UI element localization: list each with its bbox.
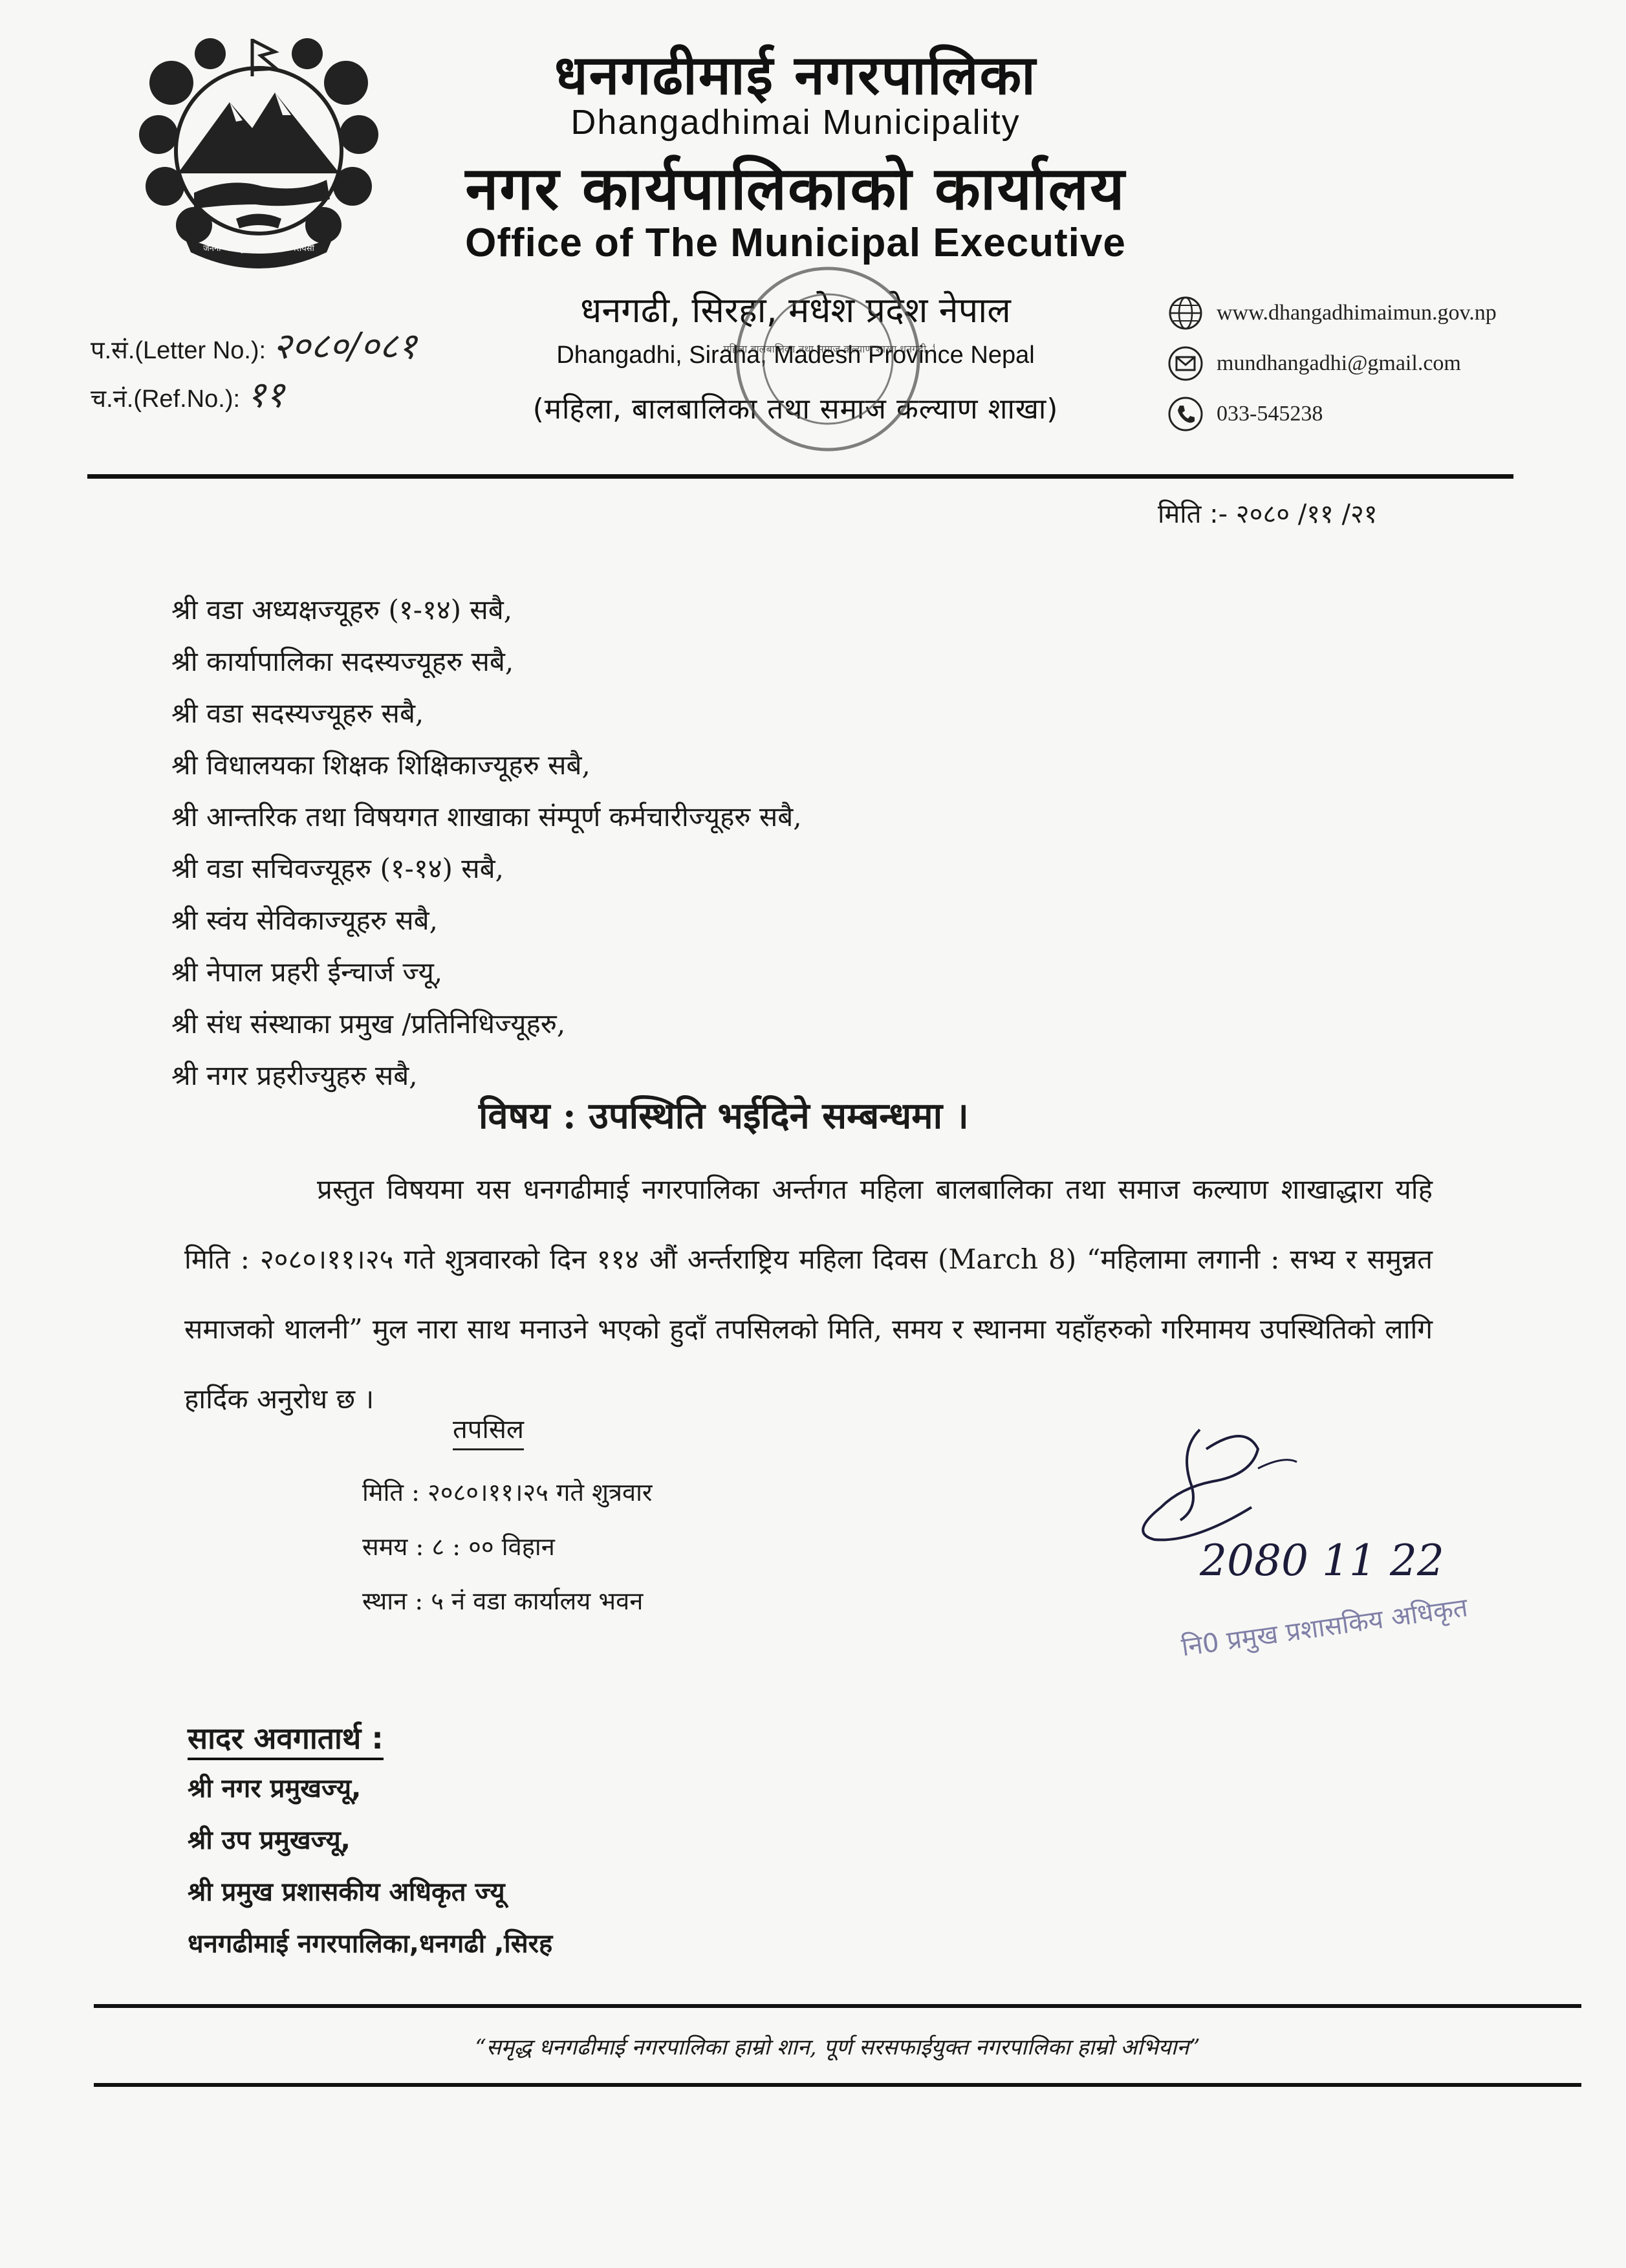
recipient-item: श्री संध संस्थाका प्रमुख /प्रतिनिधिज्यूहरु, — [171, 1008, 566, 1040]
footer-slogan: “समृद्ध धनगढीमाई नगरपालिका हाम्रो शान, पूर्ण सरसफाईयुक्त नगरपालिका हाम्रो अभियान” — [475, 2034, 1200, 2060]
date-value: २०८० /११ /२१ — [1235, 499, 1378, 529]
contact-phone-row — [1167, 389, 1497, 439]
recipient-item: श्री नेपाल प्रहरी ईन्चार्ज ज्यू, — [171, 956, 443, 988]
ref-number-label: च.नं.(Ref.No.): — [91, 386, 241, 413]
recipient-item: श्री वडा सचिवज्यूहरु (१-१४) सबै, — [171, 853, 504, 884]
letter-number-value: २०८०/०८१ — [272, 325, 417, 367]
recipient-list — [171, 584, 802, 1102]
cc-item: श्री उप प्रमुखज्यू, — [188, 1826, 351, 1855]
svg-text:धनगढीमाई नगरपालिका महिला बालबा — [721, 343, 935, 355]
footer-divider-bottom — [94, 2083, 1581, 2087]
municipality-name-en: Dhangadhimai Municipality — [570, 103, 1021, 142]
recipient-item: श्री वडा अध्यक्षज्यूहरु (१-१४) सबै, — [171, 594, 513, 626]
details-title: तपसिल — [453, 1410, 524, 1450]
office-name-en: Office of The Municipal Executive — [465, 221, 1126, 265]
contact-website[interactable]: www.dhangadhimaimun.gov.np — [1217, 301, 1497, 325]
office-stamp — [721, 249, 935, 508]
ref-number — [91, 369, 285, 418]
letter-number — [91, 320, 417, 369]
office-stamp-text: महिला बालबालिका तथा समाज कल्याण शाखा धनगढी, — [723, 343, 930, 355]
emblem-motto: जननी जन्मभूमिश्च स्वर्गादपि गरीयसी — [203, 244, 314, 254]
nepal-emblem — [133, 31, 385, 270]
subject-line: विषय : उपस्थिति भईदिने सम्बन्धमा । — [479, 1095, 969, 1137]
contact-website-row — [1167, 288, 1497, 338]
ref-number-value: ११ — [246, 374, 285, 416]
address-np: धनगढी, सिरहा, मधेश प्रदेश नेपाल — [580, 290, 1011, 331]
contact-email[interactable]: mundhangadhi@gmail.com — [1217, 351, 1461, 375]
cc-item: धनगढीमाई नगरपालिका,धनगढी ,सिरह — [188, 1929, 553, 1959]
cc-list — [188, 1763, 552, 1970]
contact-email-row — [1167, 338, 1497, 389]
mail-icon — [1167, 345, 1204, 382]
details-item-time: समय : ८ : ०० विहान — [362, 1532, 555, 1561]
address-en: Dhangadhi, Siraha, Madesh Province Nepal — [556, 342, 1035, 369]
body-paragraph: प्रस्तुत विषयमा यस धनगढीमाई नगरपालिका अर्न्तगत महिला बालबालिका तथा समाज कल्याण शाखाद्धारा यहि मिति : २०८०।११।२५ गते शुत्रवारको दिन ११४ औं अर्न्तराष्ट्रिय महिला दिवस (March 8) “महिलामा लगानी : सभ्य र समुन्नत समाजको थालनी” मुल नारा साथ मनाउने भएको हुदाँ तपसिलको मिति, समय र स्थानमा यहाँहरुको गरिमामय उपस्थितिको लागि हार्दिक अनुरोध छ । — [184, 1173, 1433, 1415]
footer-divider-top — [94, 2004, 1581, 2008]
phone-icon — [1167, 396, 1204, 432]
signature-date: 2080 11 22 — [1200, 1536, 1444, 1586]
recipient-item: श्री कार्यापालिका सदस्यज्यूहरु सबै, — [171, 646, 514, 677]
office-name-np: नगर कार्यपालिकाको कार्यालय — [465, 154, 1126, 223]
recipient-item: श्री स्वंय सेविकाज्यूहरु सबै, — [171, 904, 438, 936]
details-list — [362, 1465, 652, 1628]
letter-date — [1158, 495, 1378, 530]
designation-stamp: नि0 प्रमुख प्रशासकिय अधिकृत — [1179, 1593, 1470, 1663]
header-divider — [87, 474, 1513, 479]
recipient-item: श्री विधालयका शिक्षक शिक्षिकाज्यूहरु सबै, — [171, 749, 591, 781]
recipient-item: श्री नगर प्रहरीज्युहरु सबै, — [171, 1060, 418, 1091]
cc-item: श्री प्रमुख प्रशासकीय अधिकृत ज्यू — [188, 1877, 505, 1907]
cc-title: सादर अवगातार्थ : — [188, 1717, 384, 1760]
contact-phone[interactable]: 033-545238 — [1217, 402, 1323, 426]
globe-icon — [1167, 295, 1204, 331]
contact-block — [1167, 288, 1497, 439]
branch-name: (महिला, बालबालिका तथा समाज कल्याण शाखा) — [532, 393, 1059, 426]
cc-item: श्री नगर प्रमुखज्यू, — [188, 1774, 362, 1804]
details-item-date: मिति : २०८०।११।२५ गते शुत्रवार — [362, 1478, 653, 1507]
recipient-item: श्री आन्तरिक तथा विषयगत शाखाका संम्पूर्ण कर्मचारीज्यूहरु सबै, — [171, 801, 802, 833]
details-item-venue: स्थान : ५ नं वडा कार्यालय भवन — [362, 1587, 644, 1615]
signature-block — [1103, 1410, 1504, 1695]
date-label: मिति :- — [1158, 499, 1228, 529]
signature-scribble — [1103, 1410, 1504, 1695]
letter-number-label: प.सं.(Letter No.): — [91, 337, 266, 364]
recipient-item: श्री वडा सदस्यज्यूहरु सबै, — [171, 697, 424, 729]
municipality-name-np: धनगढीमाई नगरपालिका — [554, 43, 1037, 107]
